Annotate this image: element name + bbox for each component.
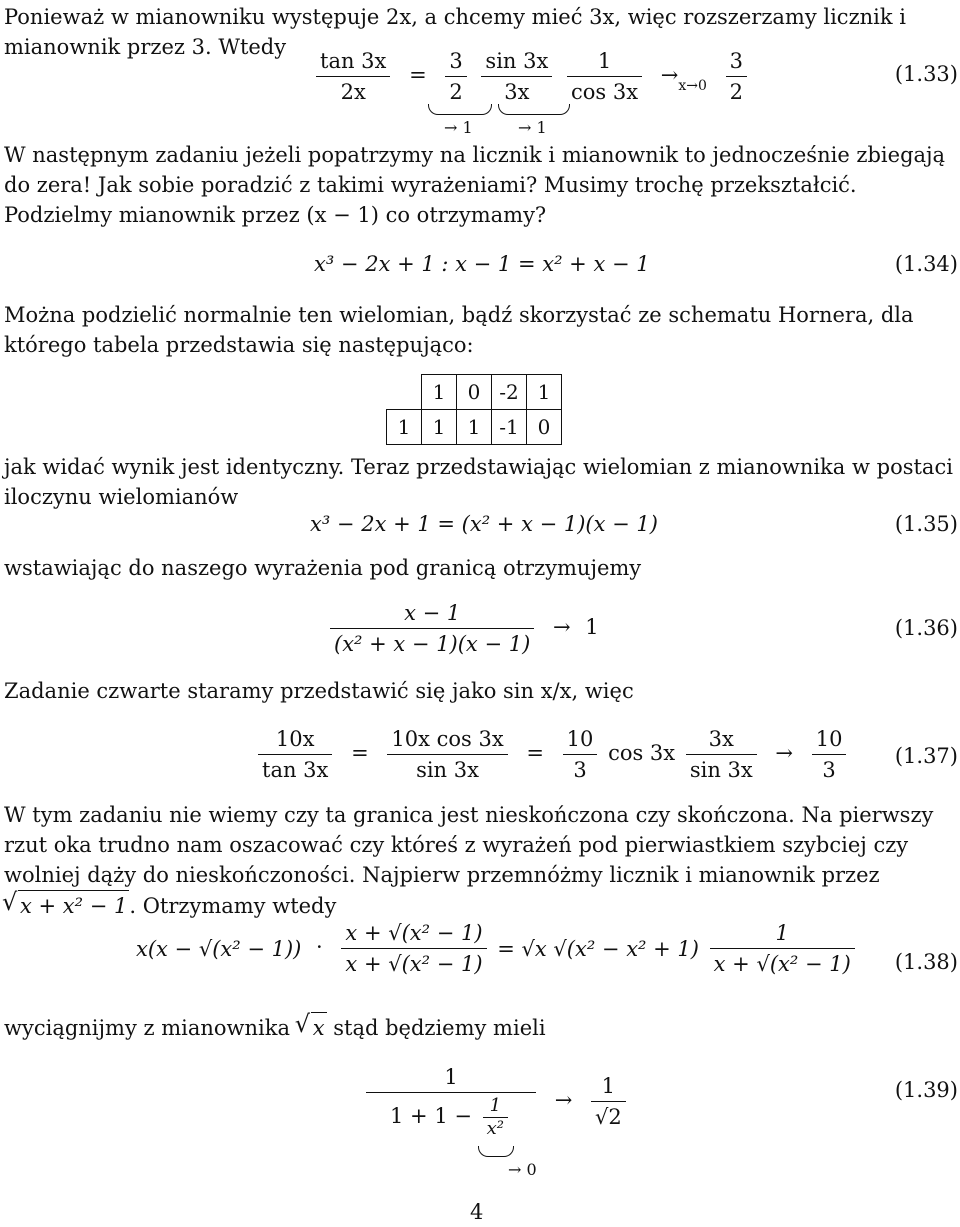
paragraph-8-tail: stąd będziemy mieli — [333, 1016, 546, 1040]
cos-term: cos 3x — [608, 741, 676, 765]
equation-number-1-35: (1.35) — [894, 512, 958, 536]
inner-fraction — [483, 1095, 508, 1140]
numerator: x − 1 — [330, 598, 534, 629]
equation-number-1-33: (1.33) — [894, 62, 958, 86]
fraction-4 — [686, 724, 757, 785]
numerator: 3x — [686, 724, 757, 755]
paragraph-2: W następnym zadaniu jeżeli popatrzymy na licznik i mianownik to jednocześnie zbiegają do zera! Jak sobie poradzić z takimi wyrażeniami? Musimy trochę przekształcić. Podzielmy mianownik przez (x − 1) co otrzymamy? — [4, 143, 946, 227]
arrow: → — [552, 615, 571, 639]
denominator: 3x — [504, 80, 530, 104]
fraction-mid — [341, 918, 486, 979]
denominator: cos 3x — [571, 80, 639, 104]
paragraph-7-text: W tym zadaniu nie wiemy czy ta granica jest nieskończona czy skończona. Na pierwszy rzut oka trudno nam oszacować czy któreś z wyrażeń pod pierwiastkiem szybciej czy wolniej dąży do nieskończoności. Najpierw przemnóżmy licznik i mianownik przez — [4, 803, 934, 887]
limit-subscript: x→0 — [678, 78, 707, 94]
numerator: 10x — [258, 724, 332, 755]
middle-expression: = √x √(x² − x² + 1) — [497, 936, 699, 961]
equation-1-34: x³ − 2x + 1 : x − 1 = x² + x − 1 — [314, 252, 650, 276]
numerator: 10x cos 3x — [387, 724, 507, 755]
denominator — [366, 1093, 536, 1140]
denominator: x² — [486, 1118, 505, 1139]
numerator: 1 — [567, 46, 642, 77]
underbrace-1 — [428, 104, 492, 115]
paragraph-6: Zadanie czwarte staramy przedstawić się jako sin x/x, więc — [4, 679, 634, 703]
fraction-result — [812, 724, 847, 785]
underbrace-label-3: → 0 — [508, 1160, 537, 1179]
denominator: x + √(x² − 1) — [713, 952, 851, 976]
fraction-result — [710, 918, 855, 979]
numerator: tan 3x — [316, 46, 390, 77]
paragraph-1: Ponieważ w mianowniku występuje 2x, a chcemy mieć 3x, więc rozszerzamy licznik i mianownik przez 3. Wtedy — [4, 5, 906, 59]
paragraph-8-text: wyciągnijmy z mianownika — [4, 1016, 291, 1040]
denominator: tan 3x — [262, 758, 329, 782]
fraction-lhs — [316, 46, 390, 107]
paragraph-3: Można podzielić normalnie ten wielomian, bądź skorzystać ze schematu Hornera, dla którego tabela przedstawia się następująco: — [4, 303, 914, 357]
horner-cell: 1 — [422, 410, 457, 445]
fraction-result — [591, 1071, 626, 1132]
equation-1-35: x³ − 2x + 1 = (x² + x − 1)(x − 1) — [310, 512, 658, 536]
arrow: → — [775, 741, 794, 765]
inline-sqrt-x: √ x — [311, 1012, 327, 1043]
denominator: sin 3x — [416, 758, 479, 782]
horner-cell: 0 — [457, 375, 492, 410]
arrow: → — [554, 1087, 573, 1112]
horner-row-1 — [387, 375, 562, 410]
fraction-2 — [387, 724, 507, 785]
fraction — [330, 598, 534, 659]
denominator: 2 — [729, 80, 743, 104]
denominator: 2x — [340, 80, 366, 104]
numerator: sin 3x — [481, 46, 552, 77]
denominator-part-a: 1 + — [389, 1104, 428, 1128]
paragraph-4: jak widać wynik jest identyczny. Teraz przedstawiając wielomian z mianownika w postaci iloczynu wielomianów — [4, 455, 953, 509]
paragraph-7 — [4, 800, 956, 921]
page-number: 4 — [470, 1200, 484, 1224]
numerator: 3 — [726, 46, 747, 77]
equation-1-37: $\frac{10x}{\tan 3x}$ = $\frac{\text{10x cos 3x}}{\sin 3x}$ = $\frac{10}{3}$ cos 3x $\frac{3x}{\sin 3x}$ → $\frac{10}{3}$ — [254, 724, 850, 785]
horner-cell: 1 — [422, 375, 457, 410]
horner-cell: -1 — [492, 410, 527, 445]
numerator: 1 — [710, 918, 855, 949]
paragraph-8 — [4, 1012, 956, 1043]
paragraph-7-tail: . Otrzymamy wtedy — [129, 894, 337, 918]
numerator: 1 — [483, 1095, 508, 1118]
paragraph-5: wstawiając do naszego wyrażenia pod granicą otrzymujemy — [4, 556, 642, 580]
underbrace-2 — [498, 104, 570, 115]
fraction-result — [726, 46, 747, 107]
equation-1-33: $\frac{\tan 3x}{2x}$ = $\frac{3}{2}$ $\frac{\sin 3x}{3x}$ $\frac{1}{\cos 3x}$ $\to_{x\to 0}$ $\frac{3}{2}$ — [312, 46, 751, 107]
underbrace-label-1: → 1 — [444, 118, 473, 137]
denominator: 2 — [449, 80, 463, 104]
result: 1 — [585, 615, 599, 639]
denominator: √2 — [594, 1104, 622, 1129]
fraction-main — [366, 1062, 536, 1140]
equation-1-36 — [326, 598, 599, 659]
horner-cell: -2 — [492, 375, 527, 410]
equation-1-39 — [362, 1062, 630, 1140]
horner-cell: 0 — [527, 410, 562, 445]
horner-cell: 1 — [527, 375, 562, 410]
denominator: (x² + x − 1)(x − 1) — [334, 632, 531, 656]
numerator: 3 — [445, 46, 466, 77]
numerator: 10 — [812, 724, 847, 755]
lhs: x(x − √(x² − 1)) — [136, 936, 302, 961]
horner-cell: 1 — [457, 410, 492, 445]
denominator: sin 3x — [689, 758, 753, 782]
numerator: 1 — [591, 1071, 626, 1102]
underbrace-label-2: → 1 — [518, 118, 547, 137]
numerator: 10 — [563, 724, 598, 755]
denominator: 3 — [822, 758, 836, 782]
horner-table — [386, 374, 562, 445]
equation-number-1-39: (1.39) — [894, 1078, 958, 1102]
numerator: x + √(x² − 1) — [341, 918, 486, 949]
equation-1-38: x(x − √(x² − 1)) · $\frac{\text{x + √(x² − 1)}}{\text{x + √(x² − 1)}}$ = √x √(x² − x² + 1) $\frac{1}{\text{x + √(x² − 1)}}$ — [136, 918, 859, 979]
horner-cell — [387, 375, 422, 410]
equation-number-1-36: (1.36) — [894, 616, 958, 640]
equation-number-1-34: (1.34) — [894, 252, 958, 276]
equation-number-1-37: (1.37) — [894, 744, 958, 768]
fraction-const — [445, 46, 466, 107]
equation-number-1-38: (1.38) — [894, 950, 958, 974]
inline-sqrt: √ x + x² − 1 — [18, 890, 129, 921]
fraction-sin — [481, 46, 552, 107]
denominator: 3 — [573, 758, 587, 782]
fraction-cos — [567, 46, 642, 107]
horner-cell: 1 — [387, 410, 422, 445]
limit-arrow: $\to_{x\to 0}$ — [660, 63, 707, 94]
denominator-part-b: 1 − — [434, 1104, 472, 1128]
numerator: 1 — [366, 1062, 536, 1093]
fraction-3 — [563, 724, 598, 785]
underbrace-3 — [478, 1146, 514, 1157]
fraction-1 — [258, 724, 332, 785]
horner-row-2 — [387, 410, 562, 445]
denominator: x + √(x² − 1) — [345, 952, 483, 976]
